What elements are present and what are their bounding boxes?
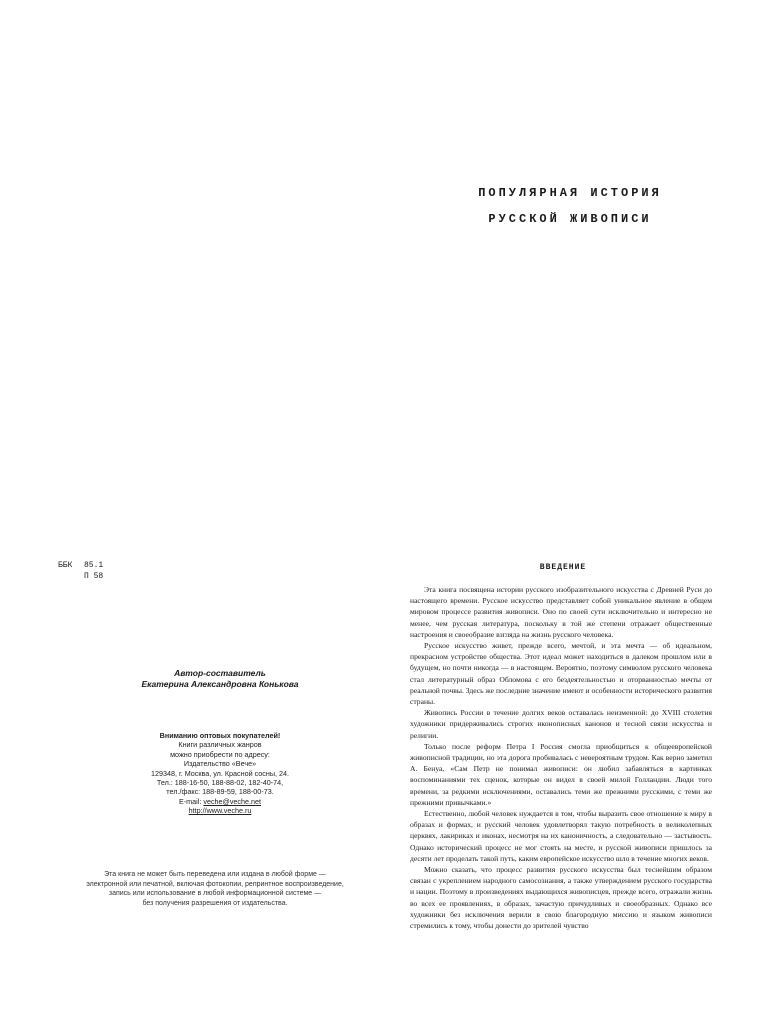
copyright-line: без получения разрешения от издательства. — [142, 899, 288, 907]
intro-paragraph: Живопись России в течение долгих веков оставалась неизменной: до XVIII столетия художники придерживались строгих иконописных канонов и тесной связи искусства и религии. — [410, 708, 712, 740]
bbk-code: 85.1 — [84, 561, 104, 570]
intro-paragraph: Русское искусство живет, прежде всего, мечтой, и эта мечта — об идеальном, прекрасном устройстве общества. Этот идеал может находиться в далеком прошлом или в будущем, но почти никогда — в настоящем. Вероятно, поэтому символом русского человека стал литературный образ Обломова с его бездеятельностью и оторванностью мечты от реальной почвы. Здесь же последние значение имеют и особенности исторического развития страны. — [410, 641, 712, 707]
publisher-fax: тел./факс: 188-89-59, 188-00-73. — [166, 787, 274, 797]
author-role: Автор-составитель — [174, 668, 266, 678]
contacts-line: Книги различных жанров — [178, 740, 262, 750]
author-name: Екатерина Александровна Конькова — [141, 679, 299, 689]
title-line-1: ПОПУЛЯРНАЯ ИСТОРИЯ — [478, 186, 662, 200]
bbk-code-2: П 58 — [84, 572, 104, 581]
copyright-line: запись или использование в любой информационной системе — — [108, 890, 322, 897]
publisher-name: Издательство «Вече» — [183, 759, 257, 769]
copyright-line: электронной или печатной, включая фотокопии, репринтное воспроизведение, — [86, 880, 344, 888]
publisher-phones: Тел.: 188-16-50, 188-88-02, 182-40-74, — [156, 778, 284, 788]
title-line-2: РУССКОЙ ЖИВОПИСИ — [488, 212, 652, 226]
contacts-heading: Вниманию оптовых покупателей! — [159, 731, 281, 740]
intro-heading: ВВЕДЕНИЕ — [539, 563, 587, 572]
contacts-line: можно приобрести по адресу: — [170, 749, 270, 759]
intro-body — [410, 584, 712, 1024]
copyright-line: Эта книга не может быть переведена или издана в любой форме — — [104, 871, 326, 878]
book-title — [420, 186, 720, 238]
author-block — [90, 668, 350, 690]
wholesale-contacts — [100, 731, 340, 816]
website-link[interactable]: http://www.veche.ru — [188, 806, 252, 816]
intro-paragraph: Можно сказать, что процесс развития русского искусства был теснейшим образом связан с укреплением народного самосознания, а также утверждением русского государства и нации. Поэтому в произведениях выдающихся живописцев, прежде всего, отражали жизнь во всех ее проявлениях, в образах, зачастую причудливых и своеобразных. Однако все художники без исключения верили в свою благородную миссию и языком живописи стремились к тому, чтобы донести до зрителей чувство — [410, 865, 712, 931]
intro-paragraph: Эта книга посвящена истории русского изобразительного искусства с Древней Руси до настоящего времени. Русское искусство представляет собой уникальное явление в общем мировом процессе развития живописи. Оно по своей сути исключительно и интересно не менее, чем русская литература, поскольку в той же степени отражает общественные настроения и своеобразие взгляда на жизнь русского человека. — [410, 585, 712, 639]
email-link[interactable]: veche@veche.net — [203, 796, 262, 806]
copyright-notice — [60, 870, 370, 908]
email-row — [100, 797, 340, 806]
bbk-label: ББК — [58, 561, 73, 570]
bbk-classification — [58, 560, 103, 582]
publisher-address: 129348, г. Москва, ул. Красной сосны, 24. — [150, 768, 289, 778]
intro-paragraph: Только после реформ Петра I Россия смогла приобщиться к общеевропейской живописной традиции, но эта дорога пробивалась с невероятным трудом. Как верно заметил А. Бенуа, «Сам Петр не понимал живописи: он любил забавляться в картинках воспоминаниями тех сценок, которые он видел в своей милой Голландии. Люди того времени, за редкими исключениями, оставались теми же прежними русскими, с теми же прежними привычками.» — [410, 741, 712, 807]
intro-paragraph: Естественно, любой человек нуждается в том, чтобы выразить свое отношение к миру в образах и формах, и русский человек удовлетворял такую потребность в великолепных церквях, лакириках и иконах, несмотря на их каноничность, а следовательно — застывость. Однако исторический процесс не мог стоять на месте, и русской живописи пришлось за десяти лет проделать такой путь, каким европейское искусство шло в течение многих веков. — [410, 809, 712, 863]
email-label: E-mail: — [178, 796, 202, 806]
